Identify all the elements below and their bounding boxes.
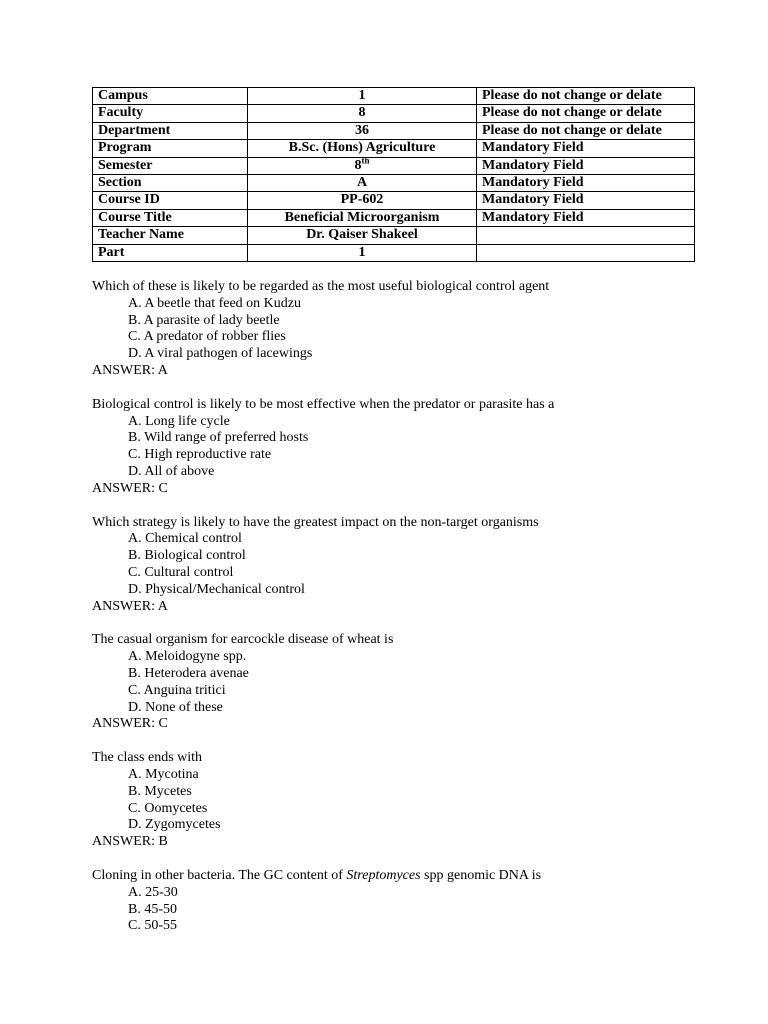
- table-row: [93, 122, 695, 139]
- row-value: Beneficial Microorganism: [248, 209, 477, 226]
- answer-key: ANSWER: C: [92, 480, 168, 496]
- table-row: [93, 192, 695, 209]
- row-value: 36: [248, 122, 477, 139]
- row-note: Please do not change or delate: [477, 105, 695, 122]
- row-label: Course Title: [93, 209, 248, 226]
- question-block: [92, 397, 732, 498]
- answer-option: C. 50-55: [128, 918, 177, 934]
- table-row: [93, 105, 695, 122]
- question-block: [92, 279, 732, 380]
- row-value: Dr. Qaiser Shakeel: [248, 227, 477, 244]
- answer-option: A. Mycotina: [128, 766, 199, 782]
- row-label: Semester: [93, 157, 248, 174]
- answer-key: ANSWER: A: [92, 598, 168, 614]
- row-value: [248, 154, 477, 174]
- answer-option: A. Long life cycle: [128, 413, 230, 429]
- row-label: Department: [93, 122, 248, 139]
- row-note: Mandatory Field: [477, 157, 695, 174]
- question-block: [92, 868, 732, 935]
- row-value: B.Sc. (Hons) Agriculture: [248, 140, 477, 157]
- semester-number: 8: [354, 157, 362, 173]
- answer-option: C. Anguina tritici: [128, 682, 226, 698]
- row-note: Mandatory Field: [477, 192, 695, 209]
- stem-italic-genus: Streptomyces: [346, 867, 421, 883]
- question-block: [92, 515, 732, 616]
- course-info-table: [92, 87, 695, 262]
- table-row: [93, 227, 695, 244]
- question-stem: Which of these is likely to be regarded as the most useful biological control agent: [92, 279, 550, 294]
- answer-option: B. Wild range of preferred hosts: [128, 430, 309, 446]
- row-label: Campus: [93, 88, 248, 105]
- row-note: Mandatory Field: [477, 140, 695, 157]
- answer-option: A. 25-30: [128, 884, 178, 900]
- question-stem: The class ends with: [92, 750, 203, 766]
- question-stem: [92, 868, 732, 885]
- row-value: PP-602: [248, 192, 477, 209]
- answer-key: ANSWER: B: [92, 834, 168, 850]
- answer-option: B. Biological control: [128, 548, 246, 564]
- question-block: [92, 750, 732, 851]
- row-value: 8: [248, 105, 477, 122]
- table-row: [93, 244, 695, 261]
- answer-option: C. Cultural control: [128, 564, 234, 580]
- table-row: [93, 88, 695, 105]
- answer-option: D. None of these: [128, 699, 223, 715]
- answer-option: D. Zygomycetes: [128, 817, 221, 833]
- table-row: [93, 140, 695, 157]
- row-value: A: [248, 175, 477, 192]
- row-note: Mandatory Field: [477, 175, 695, 192]
- table-row: [93, 157, 695, 174]
- answer-option: A. Chemical control: [128, 531, 242, 547]
- question-list: [92, 279, 732, 952]
- row-label: Program: [93, 140, 248, 157]
- answer-option: D. Physical/Mechanical control: [128, 581, 305, 597]
- table-row: [93, 209, 695, 226]
- stem-text: Cloning in other bacteria. The GC content of: [92, 867, 347, 883]
- row-label: Course ID: [93, 192, 248, 209]
- stem-text: spp genomic DNA is: [420, 867, 542, 883]
- row-note: Please do not change or delate: [477, 122, 695, 139]
- semester-suffix: th: [361, 154, 370, 165]
- answer-option: B. A parasite of lady beetle: [128, 312, 280, 328]
- row-value: 1: [248, 88, 477, 105]
- answer-option: C. High reproductive rate: [128, 447, 272, 463]
- row-label: Teacher Name: [93, 227, 248, 244]
- row-label: Part: [93, 244, 248, 261]
- row-note: [477, 244, 695, 261]
- question-stem: Which strategy is likely to have the greatest impact on the non-target organisms: [92, 514, 539, 530]
- answer-option: C. A predator of robber flies: [128, 329, 286, 345]
- answer-option: A. A beetle that feed on Kudzu: [128, 295, 302, 311]
- row-note: Mandatory Field: [477, 209, 695, 226]
- answer-option: D. A viral pathogen of lacewings: [128, 346, 313, 362]
- row-value: 1: [248, 244, 477, 261]
- answer-option: D. All of above: [128, 463, 215, 479]
- row-note: Please do not change or delate: [477, 88, 695, 105]
- row-note: [477, 227, 695, 244]
- answer-option: B. Mycetes: [128, 783, 192, 799]
- question-stem: Biological control is likely to be most effective when the predator or parasite has a: [92, 396, 555, 412]
- answer-option: B. Heterodera avenae: [128, 665, 249, 681]
- answer-key: ANSWER: C: [92, 716, 168, 732]
- answer-option: C. Oomycetes: [128, 800, 208, 816]
- answer-option: B. 45-50: [128, 901, 177, 917]
- answer-key: ANSWER: A: [92, 362, 168, 378]
- row-label: Faculty: [93, 105, 248, 122]
- row-label: Section: [93, 175, 248, 192]
- answer-option: A. Meloidogyne spp.: [128, 649, 247, 665]
- question-block: [92, 632, 732, 733]
- question-stem: The casual organism for earcockle disease of wheat is: [92, 632, 394, 648]
- table-row: [93, 175, 695, 192]
